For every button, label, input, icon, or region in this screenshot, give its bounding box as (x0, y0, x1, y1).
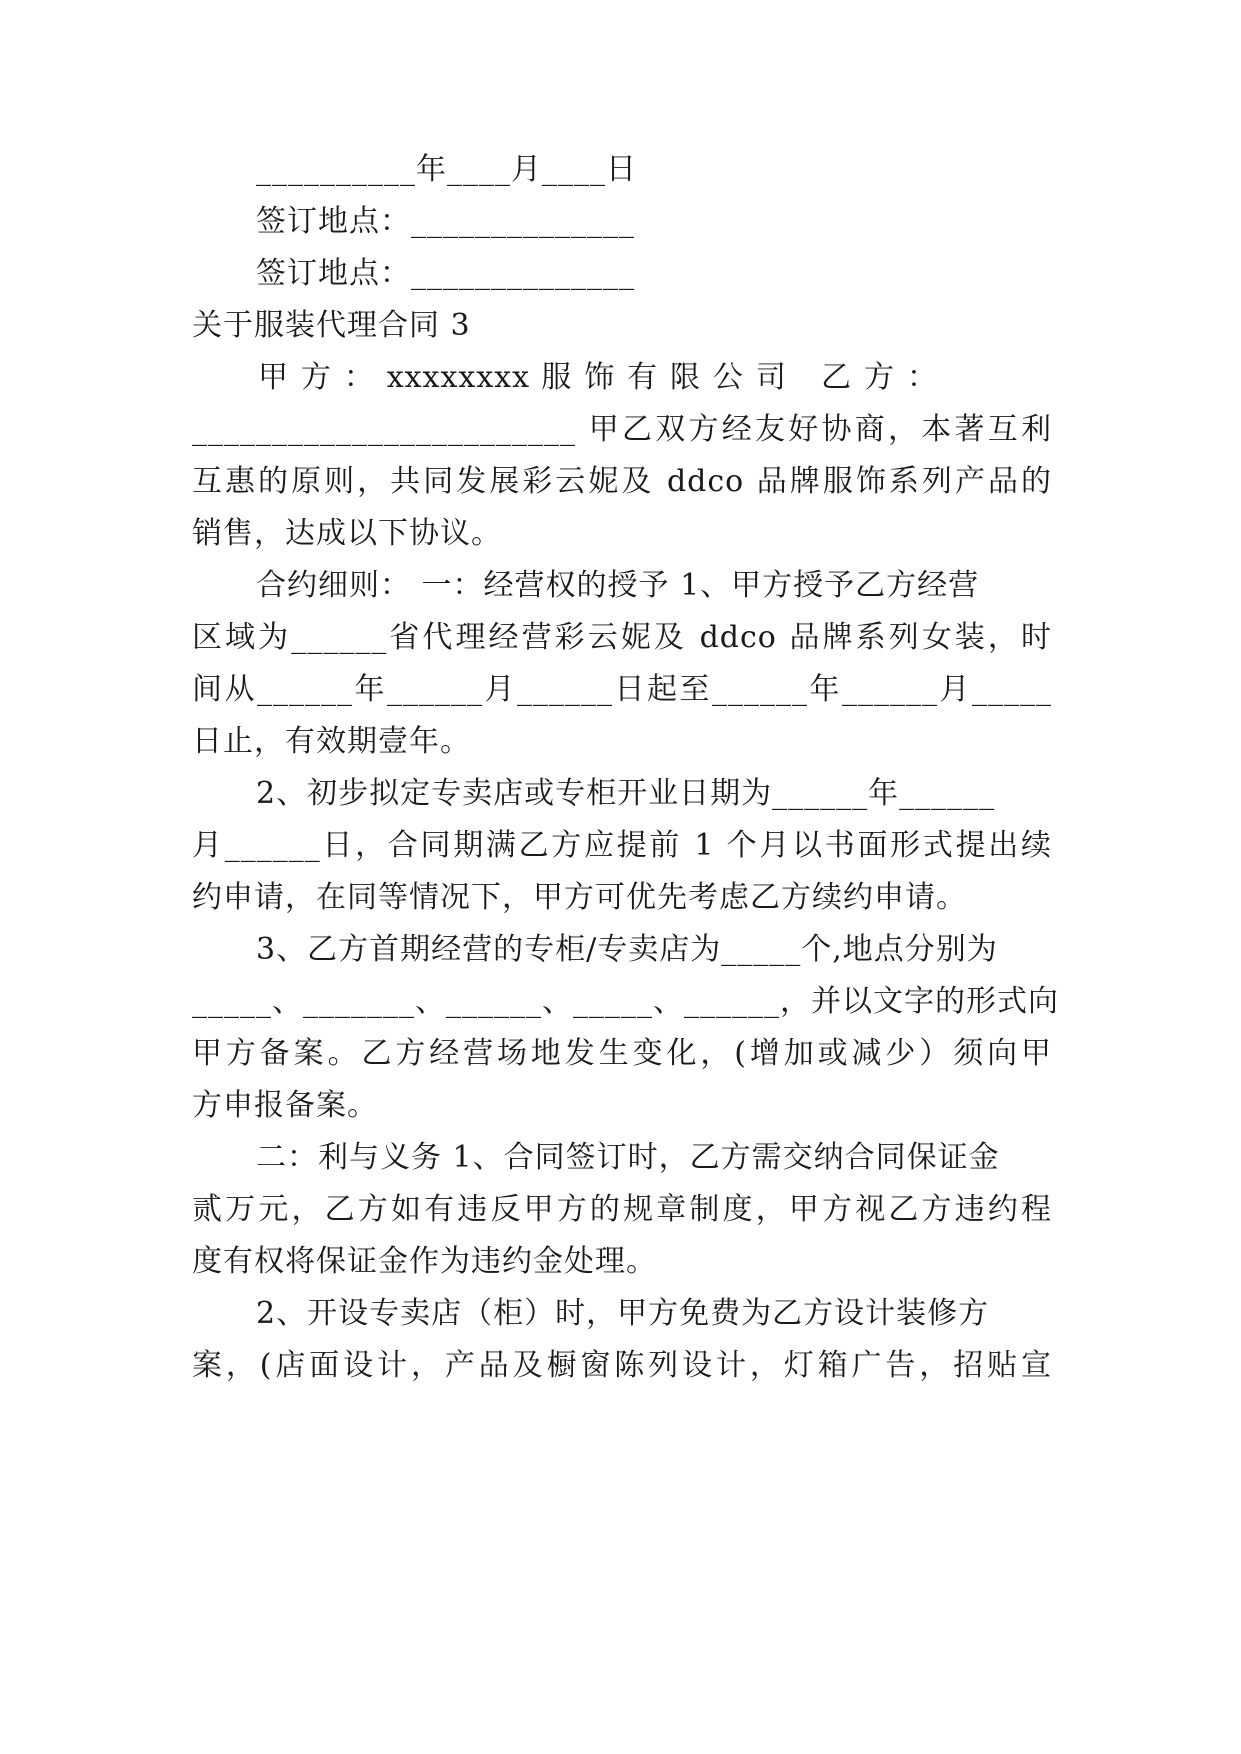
paragraph-line: 月______日，合同期满乙方应提前 1 个月以书面形式提出续 (192, 828, 1052, 863)
date-line: __________年____月____日 (256, 152, 637, 187)
paragraph-line: ________________________ 甲乙双方经友好协商，本著互利 (192, 412, 1052, 447)
paragraph-line: 2、初步拟定专卖店或专柜开业日期为______年______ (256, 776, 996, 811)
signing-place-line: 签订地点：______________ (256, 204, 635, 239)
parties-line: 甲 方 ： xxxxxxxx 服 饰 有 限 公 司 乙 方 ： (258, 360, 938, 395)
paragraph-line: 甲方备案。乙方经营场地发生变化，(增加或减少）须向甲 (192, 1036, 1052, 1071)
paragraph-line: 3、乙方首期经营的专柜/专卖店为_____个,地点分别为 (256, 932, 998, 967)
paragraph-line: 销售，达成以下协议。 (192, 516, 502, 551)
paragraph-line: 日止，有效期壹年。 (192, 724, 471, 759)
paragraph-line: 合约细则： 一：经营权的授予 1、甲方授予乙方经营 (256, 568, 980, 603)
paragraph-line: 方申报备案。 (192, 1088, 378, 1123)
section-title: 关于服装代理合同 3 (192, 308, 471, 343)
paragraph-line: _____、_______、______、_____、______，并以文字的形式向 (192, 984, 1059, 1019)
paragraph-line: 2、开设专卖店（柜）时，甲方免费为乙方设计装修方 (256, 1296, 990, 1331)
paragraph-line: 间从______年______月______日起至______年______月_____ (192, 672, 1052, 707)
paragraph-line: 案，(店面设计，产品及橱窗陈列设计，灯箱广告，招贴宣 (192, 1348, 1052, 1383)
paragraph-line: 约申请，在同等情况下，甲方可优先考虑乙方续约申请。 (192, 880, 967, 915)
signing-place-line: 签订地点：______________ (256, 256, 635, 291)
paragraph-line: 度有权将保证金作为违约金处理。 (192, 1244, 657, 1279)
paragraph-line: 区域为______省代理经营彩云妮及 ddco 品牌系列女装，时 (192, 620, 1052, 655)
paragraph-line: 贰万元，乙方如有违反甲方的规章制度，甲方视乙方违约程 (192, 1192, 1052, 1227)
paragraph-line: 互惠的原则，共同发展彩云妮及 ddco 品牌服饰系列产品的 (192, 464, 1052, 499)
paragraph-line: 二：利与义务 1、合同签订时，乙方需交纳合同保证金 (256, 1140, 1000, 1175)
